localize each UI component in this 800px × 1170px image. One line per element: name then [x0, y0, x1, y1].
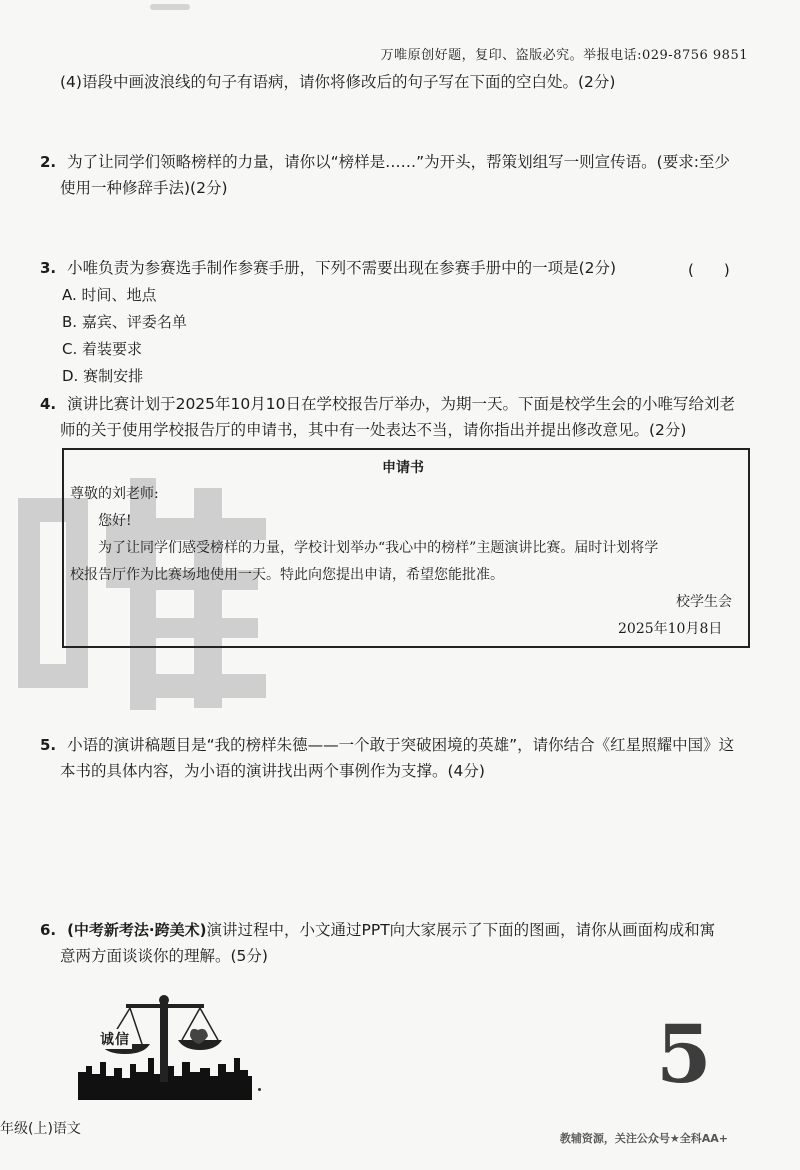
question-stem: 小唯负责为参赛选手制作参赛手册，下列不需要出现在参赛手册中的一项是(2分) [67, 259, 617, 277]
page-number: 5 [656, 1007, 712, 1101]
option-c: C. 着装要求 [62, 340, 143, 358]
question-6 [40, 920, 715, 940]
letter-date: 2025年10月8日 [618, 621, 723, 637]
scan-artifact [150, 4, 190, 10]
footer-promo: 教辅资源，关注公众号★全科AA+ [559, 1132, 728, 1145]
option-a: A. 时间、地点 [62, 286, 157, 304]
answer-parentheses: ( ) [688, 261, 730, 279]
question-6-line2: 意两方面谈谈你的理解。(5分) [60, 947, 268, 965]
letter-signature: 校学生会 [676, 594, 732, 610]
letter-salutation: 尊敬的刘老师: [70, 486, 159, 502]
footer-grade-subject: 年级(上)语文 [0, 1121, 81, 1137]
question-number: 5. [40, 736, 57, 754]
question-5-line2: 本书的具体内容，为小语的演讲找出两个事例作为支撑。(4分) [60, 762, 485, 780]
letter-body-line2: 校报告厅作为比赛场地使用一天。特此向您提出申请，希望您能批准。 [70, 567, 504, 583]
question-number: 2. [40, 153, 57, 171]
letter-greeting: 您好! [98, 513, 132, 529]
copyright-header: 万唯原创好题，复印、盗版必究。举报电话:029-8756 9851 [380, 48, 748, 63]
question-number: 4. [40, 395, 57, 413]
question-2-line2: 使用一种修辞手法)(2分) [60, 179, 228, 197]
question-4 [40, 394, 735, 414]
question-text-line1: 小语的演讲稿题目是“我的榜样朱德——一个敢于突破困境的英雄”，请你结合《红星照耀中国》这 [67, 736, 735, 754]
option-b: B. 嘉宾、评委名单 [62, 313, 187, 331]
option-d: D. 赛制安排 [62, 367, 144, 385]
question-number: 6. [40, 921, 57, 939]
question-tag: (中考新考法·跨美术) [67, 921, 207, 939]
question-text-line1: 演讲比赛计划于2025年10月10日在学校报告厅举办，为期一天。下面是校学生会的小唯写给刘老 [67, 395, 735, 413]
question-text-line1: 演讲过程中，小文通过PPT向大家展示了下面的图画，请你从画面构成和寓 [206, 921, 716, 939]
question-5 [40, 735, 734, 755]
scan-dot [258, 1088, 261, 1091]
question-2 [40, 152, 730, 172]
question-1-4: (4)语段中画波浪线的句子有语病，请你将修改后的句子写在下面的空白处。(2分) [60, 73, 616, 91]
question-4-line2: 师的关于使用学校报告厅的申请书，其中有一处表达不当，请你指出并提出修改意见。(2分) [60, 421, 687, 439]
question-number: 3. [40, 259, 57, 277]
integrity-label: 诚信 [98, 1029, 132, 1049]
letter-title: 申请书 [382, 460, 424, 476]
question-text-line1: 为了让同学们领略榜样的力量，请你以“榜样是……”为开头，帮策划组写一则宣传语。(要求:至少 [67, 153, 730, 171]
question-3 [40, 258, 616, 278]
letter-body-line1: 为了让同学们感受榜样的力量，学校计划举办“我心中的榜样”主题演讲比赛。届时计划将学 [98, 540, 659, 556]
